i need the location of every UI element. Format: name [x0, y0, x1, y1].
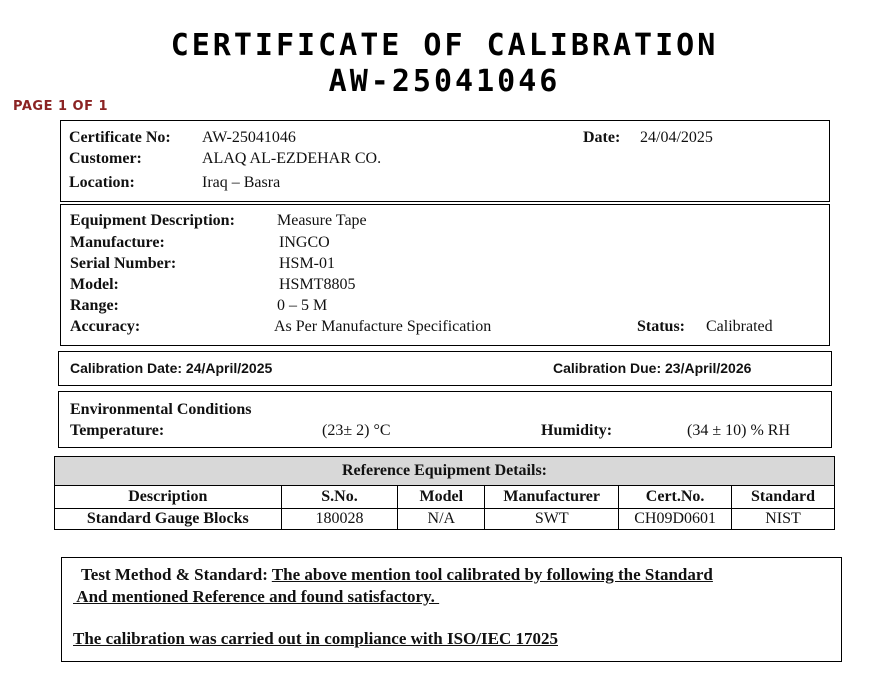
environment-box: [58, 391, 832, 448]
equipment-description-label: Equipment Description:: [70, 212, 235, 229]
equipment-box: [60, 204, 830, 346]
temperature-value: (23± 2) °C: [322, 422, 391, 439]
calibration-date: Calibration Date: 24/April/2025: [70, 360, 273, 376]
manufacture-value: INGCO: [279, 234, 330, 251]
column-header: Manufacturer: [485, 486, 619, 509]
test-method-text-line2: And mentioned Reference and found satisfactory.: [73, 587, 440, 606]
table-cell: N/A: [398, 509, 485, 530]
certificate-no-label: Certificate No:: [69, 129, 171, 146]
range-value: 0 – 5 M: [277, 297, 328, 314]
equipment-description-value: Measure Tape: [277, 212, 367, 229]
table-row: [55, 509, 835, 530]
column-header: Model: [398, 486, 485, 509]
test-method-label: Test Method & Standard:: [81, 565, 268, 584]
model-value: HSMT8805: [279, 276, 356, 293]
column-header: Description: [55, 486, 282, 509]
status-value: Calibrated: [706, 318, 773, 335]
table-cell: 180028: [281, 509, 398, 530]
certificate-info-box: [60, 120, 830, 202]
humidity-label: Humidity:: [541, 422, 613, 439]
page-indicator: PAGE 1 OF 1: [13, 99, 109, 114]
certificate-no-value: AW-25041046: [202, 129, 296, 146]
table-cell: NIST: [732, 509, 835, 530]
date-label: Date:: [583, 129, 621, 146]
column-header: Standard: [732, 486, 835, 509]
model-label: Model:: [70, 276, 119, 293]
range-label: Range:: [70, 297, 119, 314]
accuracy-value: As Per Manufacture Specification: [274, 318, 492, 335]
test-method-box: [61, 557, 842, 662]
certificate-number-title: AW-25041046: [328, 64, 561, 99]
column-header: Cert.No.: [619, 486, 732, 509]
customer-label: Customer:: [69, 150, 142, 167]
table-cell: SWT: [485, 509, 619, 530]
calibration-due: Calibration Due: 23/April/2026: [553, 360, 752, 376]
date-value: 24/04/2025: [640, 129, 713, 146]
serial-number-value: HSM-01: [279, 255, 336, 272]
humidity-value: (34 ± 10) % RH: [687, 422, 790, 439]
temperature-label: Temperature:: [70, 422, 165, 439]
location-label: Location:: [69, 174, 135, 191]
test-method-line: [81, 565, 713, 585]
serial-number-label: Serial Number:: [70, 255, 177, 272]
calibration-dates-box: [58, 351, 832, 386]
table-header-row: [55, 486, 835, 509]
reference-table: [54, 456, 835, 530]
location-value: Iraq – Basra: [202, 174, 281, 191]
table-cell: Standard Gauge Blocks: [55, 509, 282, 530]
reference-heading: Reference Equipment Details:: [55, 457, 835, 486]
column-header: S.No.: [281, 486, 398, 509]
status-label: Status:: [637, 318, 686, 335]
table-cell: CH09D0601: [619, 509, 732, 530]
customer-value: ALAQ AL-EZDEHAR CO.: [202, 150, 382, 167]
manufacture-label: Manufacture:: [70, 234, 165, 251]
test-method-text-line1: The above mention tool calibrated by following the Standard: [271, 565, 713, 584]
compliance-statement: The calibration was carried out in compliance with ISO/IEC 17025: [73, 629, 558, 648]
accuracy-label: Accuracy:: [70, 318, 141, 335]
certificate-title: CERTIFICATE OF CALIBRATION: [170, 28, 719, 63]
environment-heading: Environmental Conditions: [70, 401, 252, 418]
